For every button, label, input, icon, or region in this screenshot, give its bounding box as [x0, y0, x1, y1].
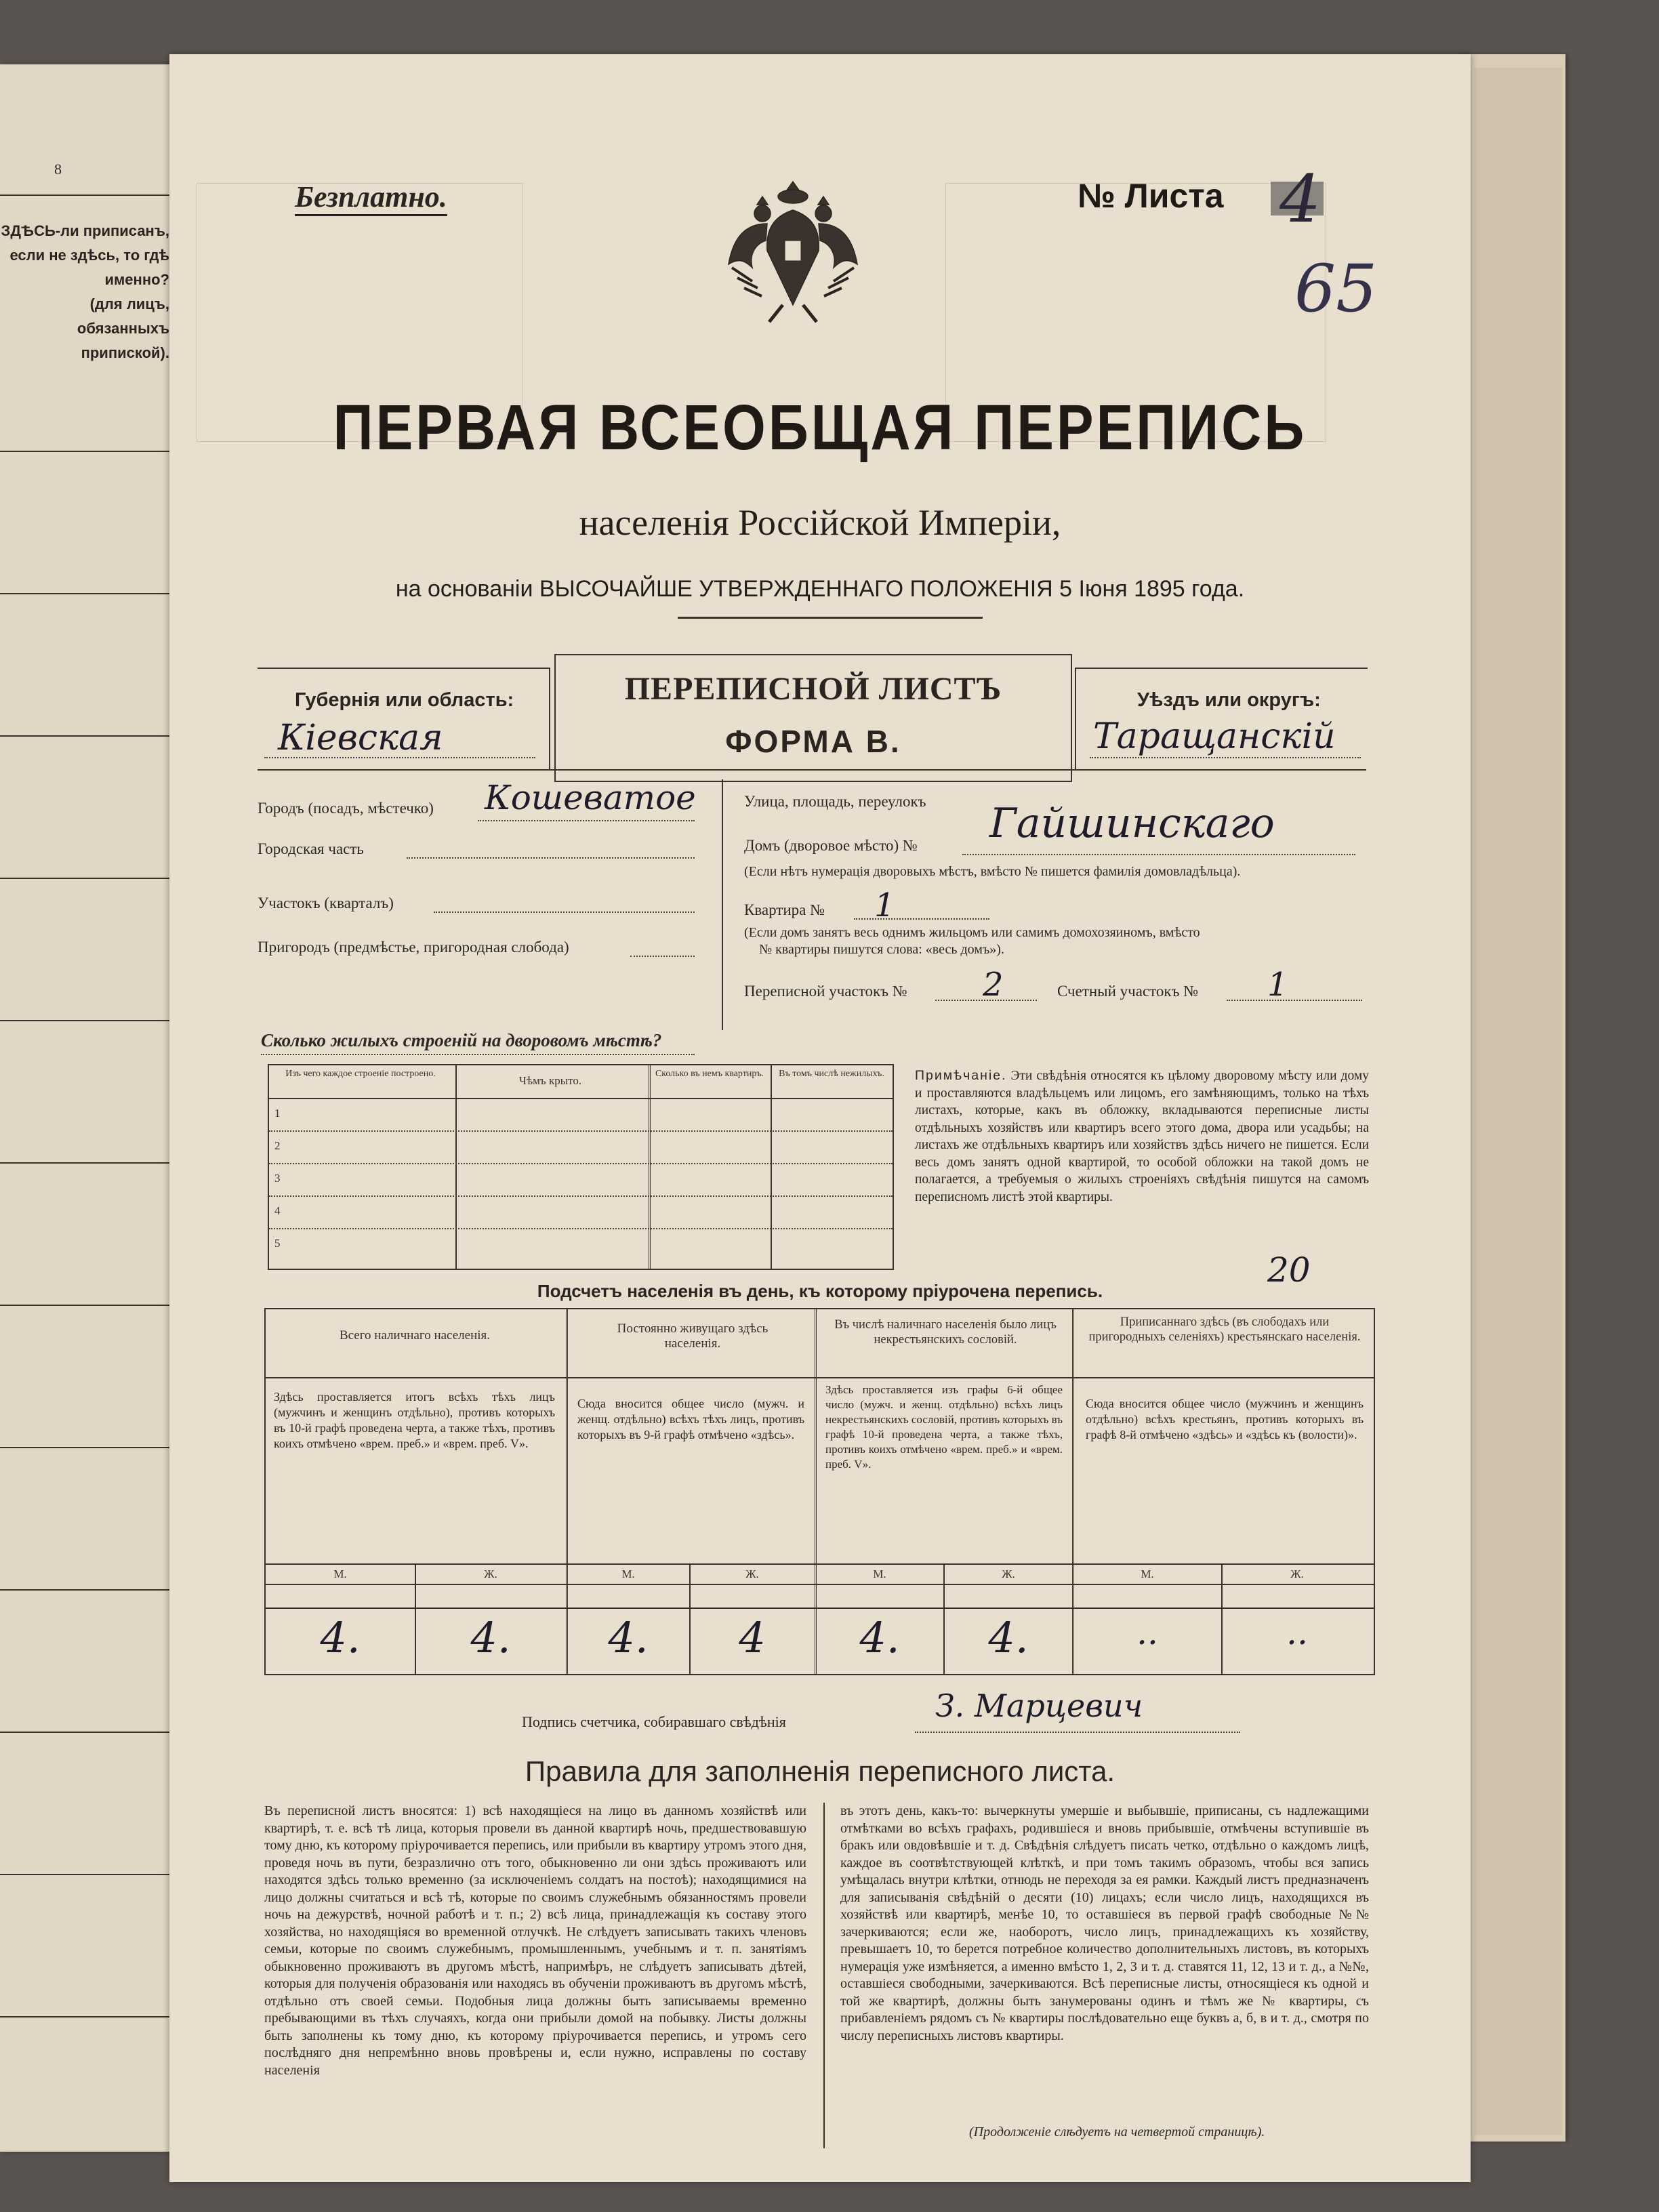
tally-value-permanent-m: 4.: [608, 1613, 649, 1662]
buildings-row-2: 2: [274, 1139, 281, 1152]
census-district-label: Переписной участокъ №: [744, 983, 907, 1000]
tally-value-peasant-m: ..: [1136, 1613, 1158, 1652]
tally-col1-desc: Здѣсь проставляется итогъ всѣхъ тѣхъ лицъ (мужчинъ и женщинъ отдѣльно), противъ которыхъ въ 10-й графѣ проведена черта, а также тѣхъ, противъ коихъ отмѣчено «врем. преб.» и «врем. преб. V».: [274, 1390, 555, 1450]
left-header-line-4: (для лицъ, обязанныхъ: [77, 295, 169, 337]
buildings-note-title: Примѣчаніе.: [915, 1068, 1007, 1083]
uezd-label: Уѣздъ или округъ:: [1137, 689, 1321, 711]
form-title-box: [554, 654, 1072, 782]
double-headed-eagle-icon: [725, 176, 861, 325]
buildings-table: [268, 1064, 894, 1270]
census-title: ПЕРВАЯ ВСЕОБЩАЯ ПЕРЕПИСЬ: [333, 392, 1307, 464]
house-note: (Если нѣтъ нумерація дворовыхъ мѣстъ, вмѣсто № пишется фамилія домовладѣльца).: [744, 864, 1241, 879]
census-district-value: 2: [983, 966, 1004, 1004]
buildings-row-4: 4: [274, 1204, 281, 1217]
gubernia-value: Кіевская: [278, 718, 443, 758]
house-value: Гайшинскаго: [989, 800, 1275, 847]
buildings-row-5: 5: [274, 1237, 281, 1250]
city-part-label: Городская часть: [258, 840, 364, 857]
sheet-number-handwritten-2: 65: [1294, 251, 1378, 327]
left-header-line-1: ЗДѢСЬ-ли приписанъ,: [1, 222, 169, 239]
page-stack-edge-2: [1474, 68, 1562, 2135]
city-value: Кошеватое: [485, 778, 696, 817]
apartment-note-1: (Если домъ занятъ весь однимъ жильцомъ или самимъ домохозяиномъ, вмѣсто: [744, 925, 1200, 940]
tally-value-total-f: 4.: [470, 1613, 511, 1662]
tally-f-label-3: Ж.: [1002, 1568, 1015, 1580]
buildings-note-text: Эти свѣдѣнія относятся къ цѣлому дворовому мѣсту или дому и проставляются владѣльцемъ или лицомъ, его замѣняющимъ, только на тѣхъ листахъ, которые, какъ въ обложку, вкладываются переписные листы отдѣльныхъ хозяйствъ или квартиръ всего этого дома, двора или усадьбы; на листахъ же отдѣльныхъ квартиръ или хозяйствъ здѣсь ничего не пишется. Если весь домъ занятъ одной квартирой, то особой обложки на такой домъ не полагается, а требуемыя о жилыхъ строеніяхъ свѣдѣнія пишутся на самомъ переписномъ листѣ этой квартиры.: [915, 1069, 1370, 1204]
buildings-col-count: Сколько въ немъ квартиръ.: [655, 1069, 764, 1079]
tally-f-label-4: Ж.: [1290, 1568, 1304, 1580]
buildings-question: Сколько жилыхъ строеній на дворовомъ мѣстѣ?: [261, 1030, 662, 1050]
tally-m-label-2: М.: [621, 1568, 635, 1580]
left-header: [0, 219, 169, 365]
legal-basis: на основаніи ВЫСОЧАЙШЕ УТВЕРЖДЕННАГО ПОЛОЖЕНІЯ 5 Іюня 1895 года.: [395, 576, 1245, 602]
tally-col1-header: Всего наличнаго населенія.: [339, 1328, 491, 1343]
form-title: ПЕРЕПИСНОЙ ЛИСТЪ: [624, 671, 1002, 707]
tally-value-total-m: 4.: [320, 1613, 361, 1662]
buildings-note: [915, 1067, 1369, 1206]
rules-left-column: Въ переписной листъ вносятся: 1) всѣ находящіеся на лицо въ данномъ хозяйствѣ или квартирѣ, т. е. всѣ тѣ лица, которыя провели въ данной квартирѣ ночь, предшествовавшую тому дню, къ которому пріурочивается перепись, или прибыли въ квартиру утромъ этого дня, проведя ночь въ пути, безразлично отъ того, обыкновенно ли они здѣсь проживаютъ или находятся здѣсь только временно (за исключеніемъ солдатъ на постоѣ); находящимися на лицо должны считаться и всѣ тѣ, которые по своимъ служебнымъ обязанностямъ провели ночь на дежурствѣ, ночной работѣ и т. п.; 2) всѣ лица, принадлежащія къ составу этого хозяйства, но находящіяся во временной отлучкѣ. Не слѣдуетъ записывать такихъ членовъ семьи, которые по своимъ служебнымъ, промышленнымъ, учебнымъ и т. п. занятіямъ обыкновенно проживаютъ въ другомъ мѣстѣ, напримѣръ, не слѣдуетъ записывать дѣтей, которыя для полученія образованія или находясь въ обученіи проживаютъ въ другомъ мѣстѣ, отдѣльно отъ своей семьи. Подобныя лица должны быть записываемы временно пребывающими въ тѣхъ случаяхъ, когда они прибыли домой на побывку. Листы должны быть заполнены къ тому дню, къ которому пріурочивается перепись, и утромъ сего послѣдняго дня непремѣнно вновь провѣрены и, если нужно, исправлены по составу населенія: [264, 1803, 806, 2078]
buildings-col-residential: Въ томъ числѣ нежилыхъ.: [779, 1069, 884, 1079]
apartment-label: Квартира №: [744, 901, 825, 918]
tally-col4-header: Приписаннаго здѣсь (въ слободахъ или пригородныхъ селеніяхъ) крестьянскаго населенія.: [1088, 1315, 1361, 1344]
suburb-label: Пригородъ (предмѣстье, пригородная слобода): [258, 939, 569, 956]
signature-value: З. Марцевич: [935, 1687, 1143, 1724]
rules-right-column: въ этотъ день, какъ-то: вычеркнуты умершіе и выбывшіе, приписаны, съ надлежащими отмѣтками во всѣхъ графахъ, родившіеся и вновь прибывшіе, отмѣчены вступившіе въ бракъ или овдовѣвшіе и т. д. Свѣдѣнія слѣдуетъ писать четко, отдѣльно о каждомъ лицѣ, каждое въ соотвѣтствующей клѣткѣ, и при томъ такимъ образомъ, чтобы вся запись умѣщалась внутри клѣтки, отнюдь не переходя за ея рамки. Каждый листъ предназначенъ для записыванія свѣдѣній о десяти (10) лицахъ; если число лицъ, находящихся въ хозяйствѣ или квартирѣ, менѣе 10, то оставшіеся въ первой графѣ свободные №№ зачеркиваются; если же, наоборотъ, число лицъ, принадлежащихъ къ хозяйству, превышаетъ 10, то берется потребное количество дополнительныхъ листовъ, въ которыхъ нумерація уже измѣняется, а именно вмѣсто 1, 2, 3 и т. д. ставятся 11, 12, 13 и т. д., а №№, оставшіеся свободными, зачеркиваются. Всѣ переписные листы, относящіеся къ одной и той же квартирѣ, должны быть занумерованы одинъ и тѣмъ же № квартиры, съ прибавленіемъ рядомъ съ № квартиры послѣдовательно еще буквъ а, б, в и т. д., смотря по числу переписныхъ листовъ квартиры.: [840, 1803, 1369, 2043]
house-label: Домъ (дворовое мѣсто) №: [744, 837, 918, 854]
tally-f-label-2: Ж.: [745, 1568, 759, 1580]
apartment-note-2: № квартиры пишутся слова: «весь домъ»).: [759, 942, 1004, 957]
tally-col3-header: Въ числѣ наличнаго населенія было лицъ некрестьянскихъ сословій.: [834, 1318, 1057, 1347]
sheet-number-label: № Листа: [1078, 177, 1224, 215]
tally-value-nonpeasant-f: 4.: [988, 1613, 1029, 1662]
left-header-line-2: если не здѣсь, то гдѣ: [9, 247, 169, 264]
left-header-line-5: припиской).: [81, 344, 169, 361]
uezd-box: [1075, 668, 1368, 771]
street-label: Улица, площадь, переулокъ: [744, 793, 926, 810]
margin-number: 20: [1267, 1250, 1311, 1290]
gubernia-label: Губернія или область:: [295, 689, 514, 711]
buildings-col-roof: Чѣмъ крыто.: [518, 1074, 582, 1087]
tally-value-peasant-f: ..: [1286, 1613, 1308, 1652]
count-district-value: 1: [1267, 966, 1288, 1004]
tally-col2-desc: Сюда вносится общее число (мужч. и женщ. отдѣльно) всѣхъ тѣхъ лицъ, противъ которыхъ въ 9-й графѣ отмѣчено «здѣсь».: [577, 1397, 804, 1441]
count-district-label: Счетный участокъ №: [1057, 983, 1199, 1000]
tally-value-permanent-f: 4: [739, 1613, 766, 1662]
tally-f-label-1: Ж.: [484, 1568, 497, 1580]
tally-col4-desc: Сюда вносится общее число (мужчинъ и женщинъ отдѣльно) всѣхъ крестьянъ, противъ которыхъ въ графѣ 8-й отмѣчено «здѣсь» и «здѣсь къ (волости)».: [1086, 1397, 1364, 1441]
district-label: Участокъ (кварталъ): [258, 895, 394, 912]
tally-col3-desc: Здѣсь проставляется изъ графы 6-й общее число (мужч. и женщ. отдѣльно) всѣхъ лицъ некрестьянскихъ сословій, противъ которыхъ въ графѣ 10-й проведена черта, а также тѣхъ, противъ коихъ отмѣчено «врем. преб.» и «врем. преб. V».: [825, 1383, 1063, 1471]
tally-title: Подсчетъ населенія въ день, къ которому пріурочена перепись.: [537, 1281, 1103, 1301]
tally-m-label-4: М.: [1141, 1568, 1154, 1580]
free-label: Безплатно.: [295, 180, 447, 216]
gubernia-box: [258, 668, 550, 771]
tally-m-label-1: М.: [333, 1568, 347, 1580]
buildings-row-1: 1: [274, 1107, 281, 1120]
rules-title: Правила для заполненія переписного листа.: [525, 1755, 1115, 1787]
left-header-line-3: именно?: [104, 271, 169, 288]
signature-label: Подпись счетчика, собиравшаго свѣдѣнія: [522, 1713, 786, 1730]
form-code: ФОРМА В.: [725, 724, 901, 759]
buildings-row-3: 3: [274, 1172, 281, 1185]
tally-values-row: [264, 1606, 1375, 1675]
city-label: Городъ (посадъ, мѣстечко): [258, 800, 434, 817]
tally-m-label-3: М.: [873, 1568, 886, 1580]
tally-col2-header: Постоянно живущаго здѣсь населенія.: [617, 1322, 769, 1351]
rules-continued: (Продолженіе слѣдуетъ на четвертой страницѣ).: [969, 2125, 1265, 2139]
sheet-number-handwritten: 4: [1279, 161, 1322, 237]
tally-value-nonpeasant-m: 4.: [859, 1613, 900, 1662]
uezd-value: Таращанскій: [1093, 716, 1336, 757]
apartment-value: 1: [874, 886, 895, 924]
census-subtitle: населенія Россійской Имперіи,: [579, 502, 1061, 543]
tally-table: [264, 1308, 1375, 1609]
buildings-col-material: Изъ чего каждое строеніе построено.: [285, 1069, 436, 1079]
left-page-number: 8: [54, 161, 62, 178]
census-sheet: [169, 54, 1471, 2182]
